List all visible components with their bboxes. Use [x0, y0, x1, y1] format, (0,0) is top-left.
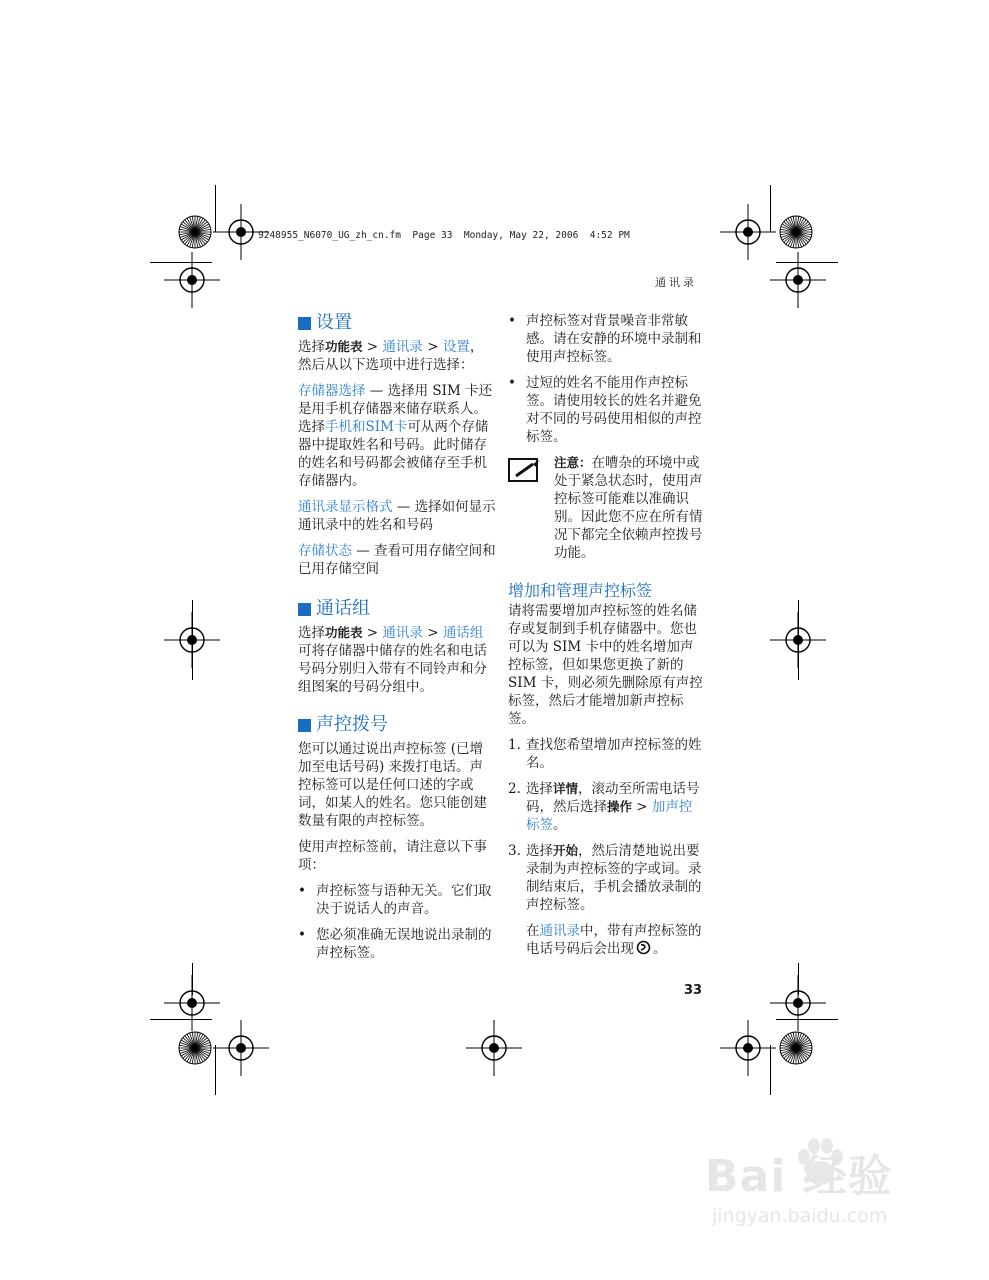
starburst-mark-icon: [778, 1030, 814, 1066]
square-bullet-icon: [298, 317, 311, 330]
square-bullet-icon: [298, 719, 311, 732]
link-memory-status[interactable]: 存储状态: [298, 543, 352, 559]
list-item: 3. 选择开始，然后清楚地说出要录制为声控标签的字或词。录制结束后，手机会播放录制的声控标签。: [508, 843, 702, 913]
note-label: 注意：: [554, 455, 592, 470]
crosshair-mark-icon: [162, 610, 222, 670]
square-bullet-icon: [298, 603, 311, 616]
subsection-add-voice-tags-title: 增加和管理声控标签: [508, 581, 653, 600]
voice-note-intro: 使用声控标签前，请注意以下事项：: [298, 839, 487, 873]
list-item: • 您必须准确无误地说出录制的声控标签。: [298, 927, 492, 961]
crosshair-mark-icon: [768, 610, 828, 670]
note-text: 在嘈杂的环境中或处于紧急状态时，使用声控标签可能难以准确识别。因此您不应在所有情况下都完全依赖声控拨号功能。: [554, 455, 703, 561]
view-option: 通讯录显示格式 — 选择如何显示通讯录中的姓名和号码: [298, 499, 496, 533]
section-voice-title: 声控拨号: [316, 714, 388, 735]
crosshair-mark-icon: [464, 1018, 524, 1078]
page-number: 33: [684, 983, 703, 998]
list-item: 1. 查找您希望增加声控标签的姓名。: [508, 737, 702, 771]
link-phone-and-sim[interactable]: 手机和SIM卡: [325, 419, 408, 435]
section-groups-title: 通话组: [316, 598, 370, 619]
voice-tag-icon: [636, 940, 651, 955]
crosshair-mark-icon: [162, 250, 222, 310]
after-steps-text: 在通讯录中，带有声控标签的电话号码后会出现 。: [526, 923, 702, 957]
link-memory-selection[interactable]: 存储器选择: [298, 383, 366, 399]
starburst-mark-icon: [177, 1030, 213, 1066]
voice-intro: 您可以通过说出声控标签 (已增加至电话号码) 来拨打电话。声控标签可以是任何口述的字或词，如某人的姓名。您只能创建数量有限的声控标签。: [298, 741, 487, 829]
groups-text: 选择功能表 > 通讯录 > 通话组可将存储器中储存的姓名和电话号码分别归入带有不同铃声和分组图案的号码分组中。: [298, 625, 487, 695]
menu-keyword: 功能表: [325, 339, 363, 354]
note-box: [508, 454, 704, 562]
right-column: [508, 312, 704, 958]
crosshair-mark-icon: [211, 1018, 271, 1078]
crosshair-mark-icon: [718, 1018, 778, 1078]
settings-intro: 选择功能表 > 通讯录 > 设置，然后从以下选项中进行选择：: [298, 339, 484, 373]
link-add-voice-tag[interactable]: 加声控标签: [526, 799, 693, 833]
memory-option: 存储器选择 — 选择用 SIM 卡还是用手机存储器来储存联系人。选择手机和SIM卡可从两个存储器中提取姓名和号码。此时储存的姓名和号码都会被储存至手机存储器内。: [298, 383, 493, 489]
menu-keyword: 功能表: [325, 625, 363, 640]
memory-status-option: 存储状态 — 查看可用存储空间和已用存储空间: [298, 543, 496, 577]
section-settings-heading: [298, 312, 496, 334]
add-intro: 请将需要增加声控标签的姓名储存或复制到手机存储器中。您也可以为 SIM 卡中的姓名增加声控标签，但如果您更换了新的 SIM 卡，则必须先删除原有声控标签，然后才能增加新声控标签。: [508, 603, 703, 727]
crosshair-mark-icon: [768, 250, 828, 310]
list-item: 2. 选择详情，滚动至所需电话号码，然后选择操作 > 加声控标签。: [508, 781, 700, 833]
starburst-mark-icon: [177, 214, 213, 250]
watermark-url: jingyan.baidu.com: [712, 1205, 888, 1227]
starburst-mark-icon: [778, 214, 814, 250]
section-settings-title: 设置: [316, 312, 352, 333]
section-groups-heading: [298, 598, 496, 620]
list-item: • 声控标签与语种无关。它们取决于说话人的声音。: [298, 883, 492, 917]
running-head: 通讯录: [655, 276, 697, 289]
link-settings[interactable]: 设置: [442, 339, 470, 355]
link-contacts[interactable]: 通讯录: [382, 625, 423, 641]
left-column: [298, 312, 496, 962]
link-contacts[interactable]: 通讯录: [382, 339, 423, 355]
note-icon: [508, 454, 554, 562]
link-contacts[interactable]: 通讯录: [539, 923, 580, 939]
link-caller-groups[interactable]: 通话组: [442, 625, 484, 641]
link-view-format[interactable]: 通讯录显示格式: [298, 499, 393, 515]
list-item: • 声控标签对背景噪音非常敏感。请在安静的环境中录制和使用声控标签。: [508, 313, 702, 365]
watermark-logo: Bai 经验: [705, 1151, 893, 1202]
list-item: • 过短的姓名不能用作声控标签。请使用较长的姓名并避免对不同的号码使用相似的声控标签。: [508, 375, 702, 445]
file-info-header: 9248955_N6070_UG_zh_cn.fm Page 33 Monday, May 22, 2006 4:52 PM: [258, 230, 630, 241]
section-voice-heading: [298, 714, 496, 736]
